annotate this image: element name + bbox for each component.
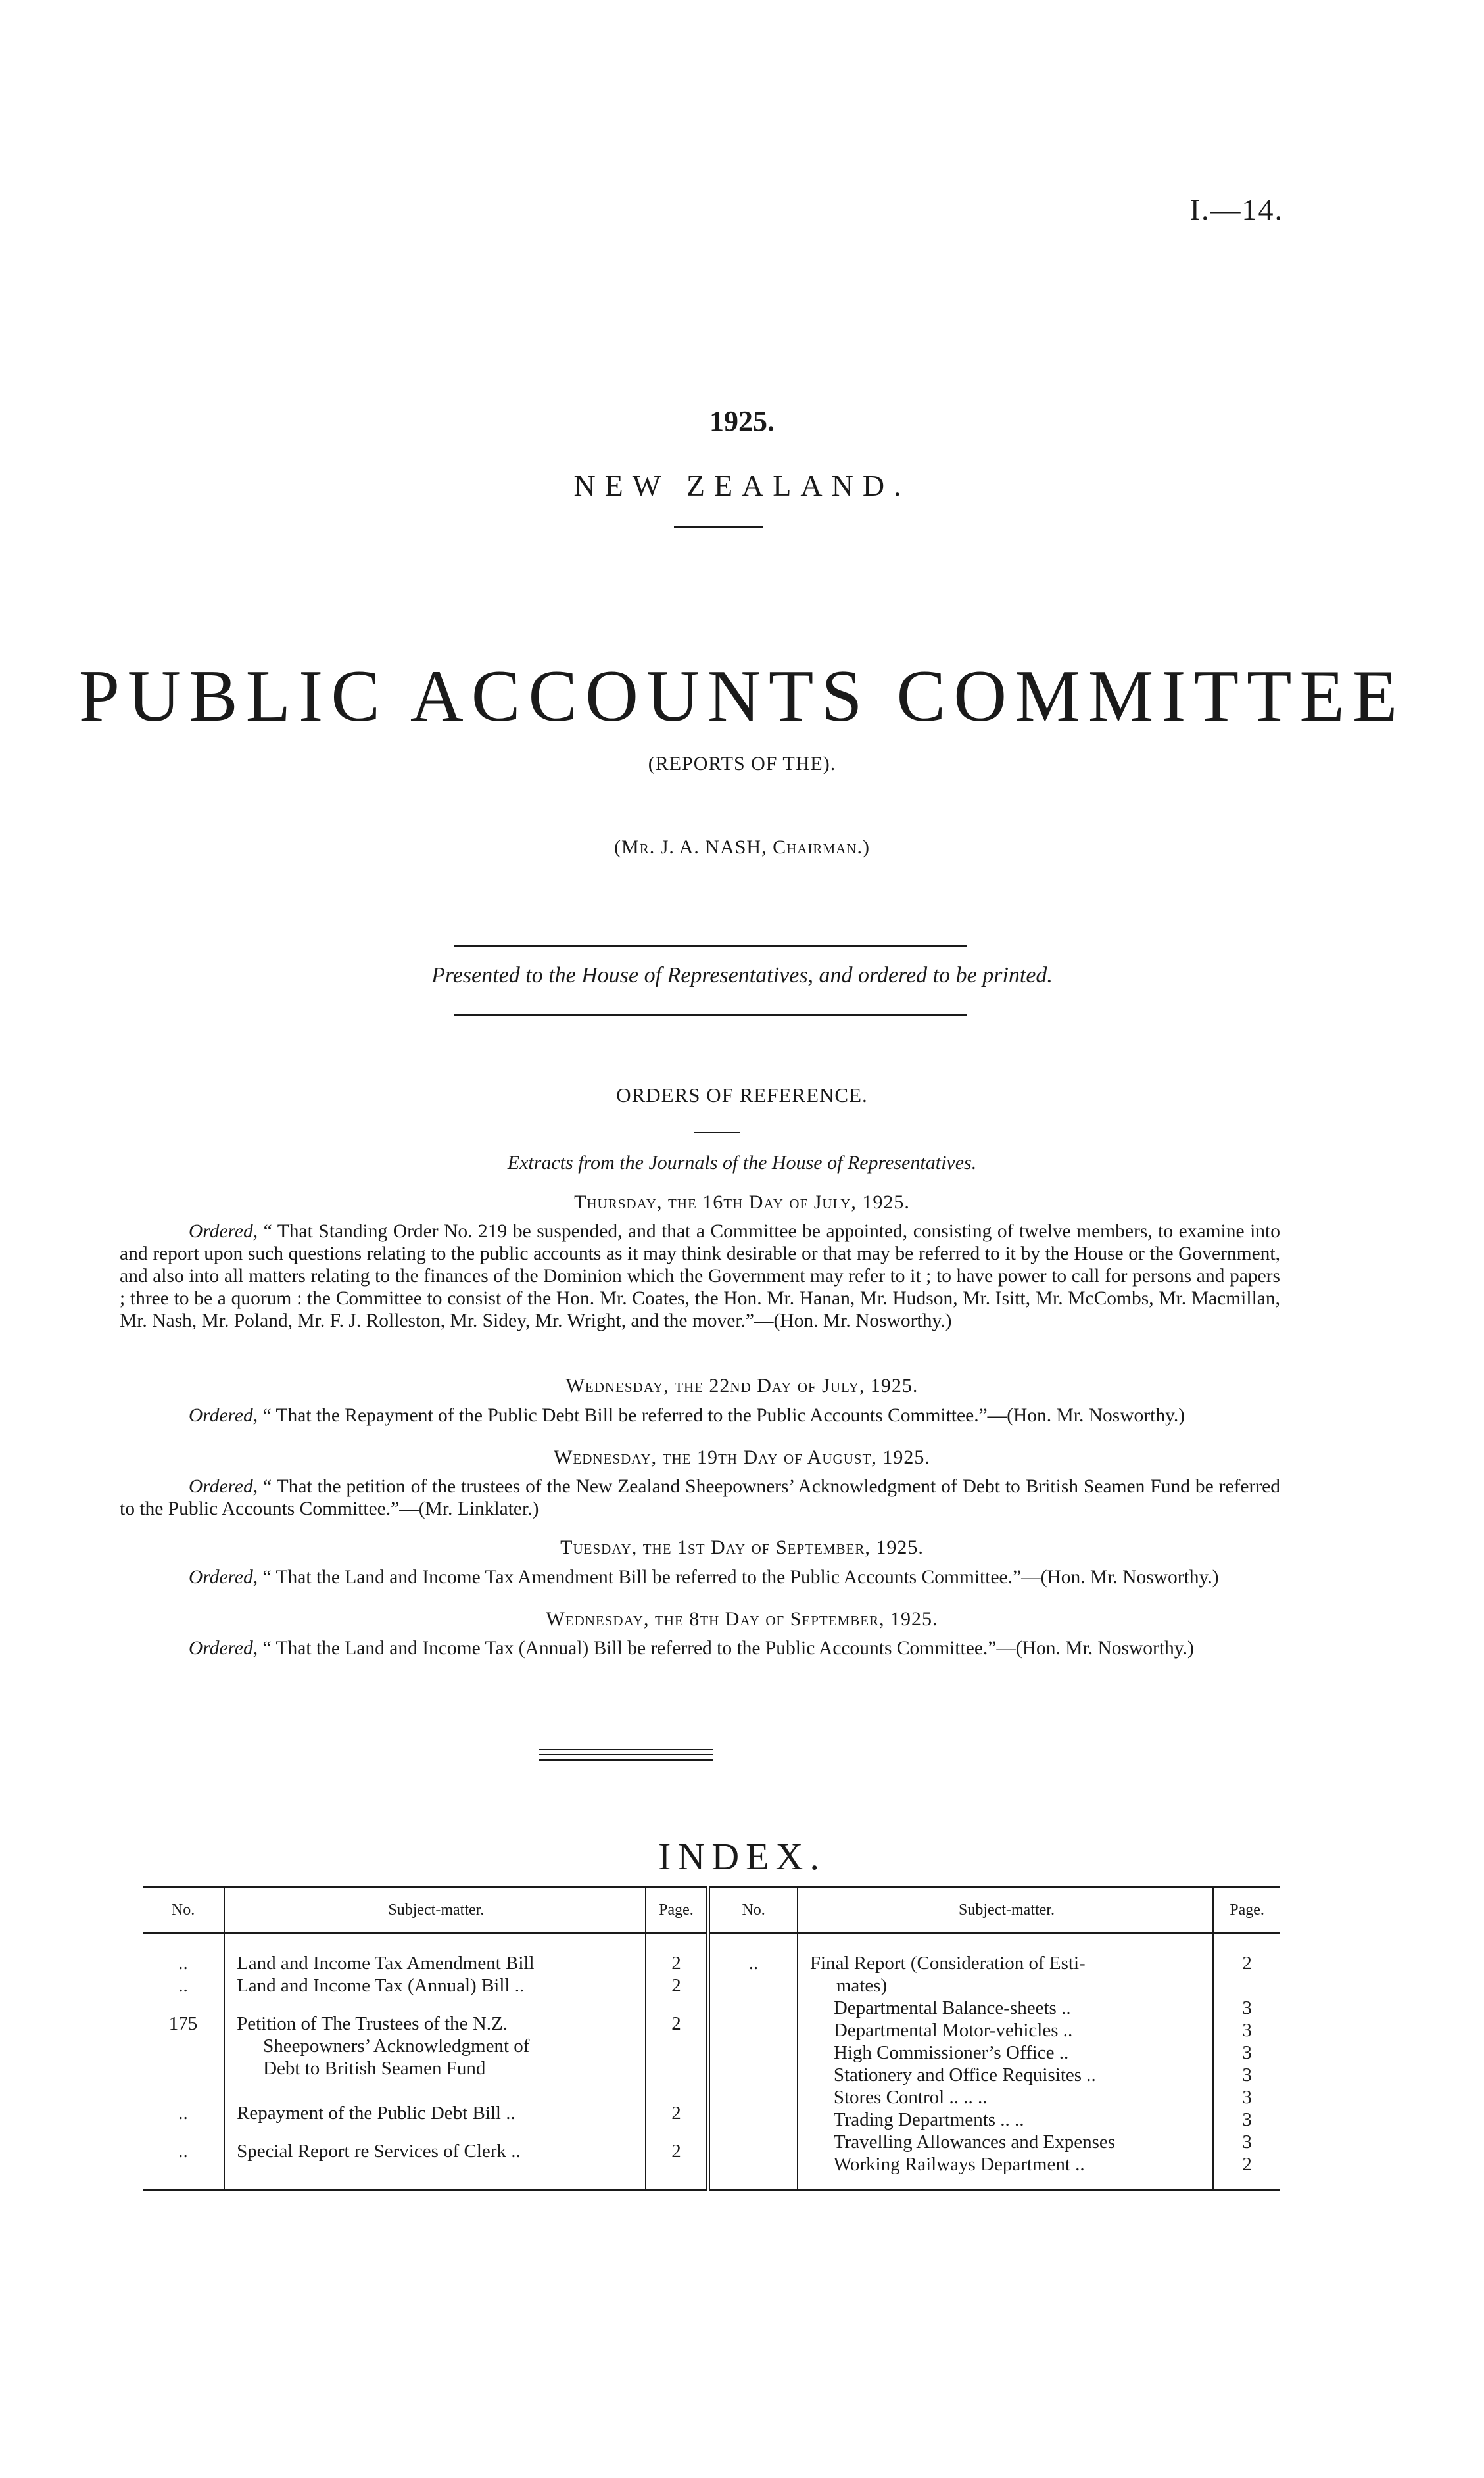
index-subject: Working Railways Department .. [833, 2154, 1085, 2175]
order-paragraph [120, 1475, 1280, 1520]
index-page: 2 [1242, 2154, 1252, 2175]
divider [674, 526, 763, 528]
orders-heading: ORDERS OF REFERENCE. [616, 1084, 868, 1107]
order-date: Wednesday, the 22nd Day of July, 1925. [565, 1375, 919, 1396]
ordered-label: Ordered, [189, 1221, 258, 1242]
header-no: No. [708, 1887, 798, 1934]
divider [539, 1754, 713, 1755]
index-subject: Travelling Allowances and Expenses [833, 2132, 1116, 2153]
index-no: .. [178, 1953, 188, 1974]
divider [454, 945, 967, 947]
index-subject: Stationery and Office Requisites .. [833, 2064, 1096, 2085]
index-page: 3 [1242, 2042, 1252, 2063]
order-date: Thursday, the 16th Day of July, 1925. [574, 1191, 910, 1213]
order-paragraph [120, 1637, 1280, 1659]
index-subject: Final Report (Consideration of Esti- [809, 1953, 1086, 1974]
order-date: Wednesday, the 19th Day of August, 1925. [554, 1446, 930, 1468]
index-page: 3 [1242, 2020, 1252, 2041]
index-subject: Special Report re Services of Clerk .. [237, 2141, 521, 2162]
right-no-column [708, 1933, 798, 2190]
order-text: “ That Standing Order No. 219 be suspended, and that a Committee be appointed, consisting of twelve members, to examine into and report upon such questions relating to the public accounts as it may think desirable or that may be referred to it by the House or the Government, and also into all matters relating to the finances of the Dominion which the Government may refer to it ; to have power to call for persons and papers ; three to be a quorum : the Committee to consist of the Hon. Mr. Coates, the Hon. Mr. Hanan, Mr. Hudson, Mr. Isitt, Mr. McCombs, Mr. Macmillan, Mr. Nash, Mr. Poland, Mr. F. J. Rolleston, Mr. Sidey, Mr. Wright, and the mover.”—(Hon. Mr. Nosworthy.) [120, 1221, 1280, 1331]
order-text: “ That the Land and Income Tax (Annual) Bill be referred to the Public Accounts Committee.”—(Hon. Mr. Nosworthy.) [262, 1638, 1194, 1659]
ordered-label: Ordered, [189, 1567, 258, 1588]
index-page: 2 [671, 2013, 681, 2034]
order-text: “ That the Repayment of the Public Debt Bill be referred to the Public Accounts Committee.”—(Hon. Mr. Nosworthy.) [262, 1405, 1185, 1426]
header-page: Page. [646, 1887, 709, 1934]
right-page-column [1213, 1933, 1280, 2190]
order-paragraph [120, 1566, 1280, 1588]
index-page: 2 [671, 1975, 681, 1996]
header-subject: Subject-matter. [798, 1887, 1213, 1934]
index-page: 3 [1242, 2109, 1252, 2130]
index-page: 3 [1242, 1997, 1252, 2018]
presented-note: Presented to the House of Representatives, and ordered to be printed. [431, 963, 1053, 988]
index-no: 175 [168, 2013, 198, 2034]
index-subject-cont: Sheepowners’ Acknowledgment of [263, 2036, 530, 2057]
left-no-column [143, 1933, 224, 2190]
publication-year: 1925. [709, 405, 775, 437]
index-no: .. [178, 2103, 188, 2124]
header-page: Page. [1213, 1887, 1280, 1934]
divider [454, 1014, 967, 1016]
order-paragraph [120, 1220, 1280, 1332]
left-subject-column [224, 1933, 646, 2190]
report-subtitle: (REPORTS OF THE). [648, 753, 836, 774]
report-title: PUBLIC ACCOUNTS COMMITTEE [78, 655, 1406, 737]
order-paragraph [120, 1404, 1280, 1427]
index-page: 2 [671, 2141, 681, 2162]
index-subject: Petition of The Trustees of the N.Z. [237, 2013, 508, 2034]
header-subject: Subject-matter. [224, 1887, 646, 1934]
header-no: No. [143, 1887, 224, 1934]
index-page: 3 [1242, 2064, 1252, 2085]
extracts-line: Extracts from the Journals of the House of Representatives. [507, 1152, 977, 1174]
index-page: 2 [671, 1953, 681, 1974]
index-no: .. [178, 2141, 188, 2162]
right-subject-column [798, 1933, 1213, 2190]
divider [539, 1759, 713, 1761]
index-subject: High Commissioner’s Office .. [833, 2042, 1069, 2063]
index-table [143, 1886, 1280, 2191]
left-page-column [646, 1933, 709, 2190]
index-no: .. [178, 1975, 188, 1996]
index-subject: Stores Control .. .. .. [833, 2087, 988, 2108]
index-page: 3 [1242, 2132, 1252, 2153]
ordered-label: Ordered, [189, 1476, 258, 1497]
index-subject: Land and Income Tax (Annual) Bill .. [237, 1975, 525, 1996]
order-date: Wednesday, the 8th Day of September, 1925. [546, 1608, 938, 1630]
index-subject-cont: mates) [836, 1975, 888, 1996]
order-date: Tuesday, the 1st Day of September, 1925. [560, 1537, 924, 1558]
index-page: 2 [671, 2103, 681, 2124]
order-text: “ That the petition of the trustees of the New Zealand Sheepowners’ Acknowledgment of Debt to British Seamen Fund be referred to the Public Accounts Committee.”—(Mr. Linklater.) [120, 1476, 1280, 1519]
ordered-label: Ordered, [189, 1638, 258, 1659]
index-subject: Land and Income Tax Amendment Bill [237, 1953, 535, 1974]
index-subject: Repayment of the Public Debt Bill .. [237, 2103, 515, 2124]
ordered-label: Ordered, [189, 1405, 258, 1426]
country-heading: NEW ZEALAND. [573, 469, 911, 502]
index-page: 3 [1242, 2087, 1252, 2108]
divider [694, 1132, 740, 1133]
divider [539, 1749, 713, 1750]
index-subject: Departmental Balance-sheets .. [833, 1997, 1071, 2018]
index-subject: Departmental Motor-vehicles .. [833, 2020, 1073, 2041]
index-header-row [143, 1887, 1280, 1934]
index-title: INDEX. [658, 1835, 826, 1878]
index-subject: Trading Departments .. .. [833, 2109, 1024, 2130]
index-body-row [143, 1933, 1280, 2190]
index-no: .. [748, 1953, 759, 1974]
index-page: 2 [1242, 1953, 1252, 1974]
document-number: I.—14. [1189, 193, 1283, 226]
index-subject-cont: Debt to British Seamen Fund [263, 2058, 486, 2079]
chairman-line: (Mr. J. A. NASH, Chairman.) [614, 836, 870, 858]
order-text: “ That the Land and Income Tax Amendment Bill be referred to the Public Accounts Committee.”—(Hon. Mr. Nosworthy.) [262, 1567, 1219, 1588]
